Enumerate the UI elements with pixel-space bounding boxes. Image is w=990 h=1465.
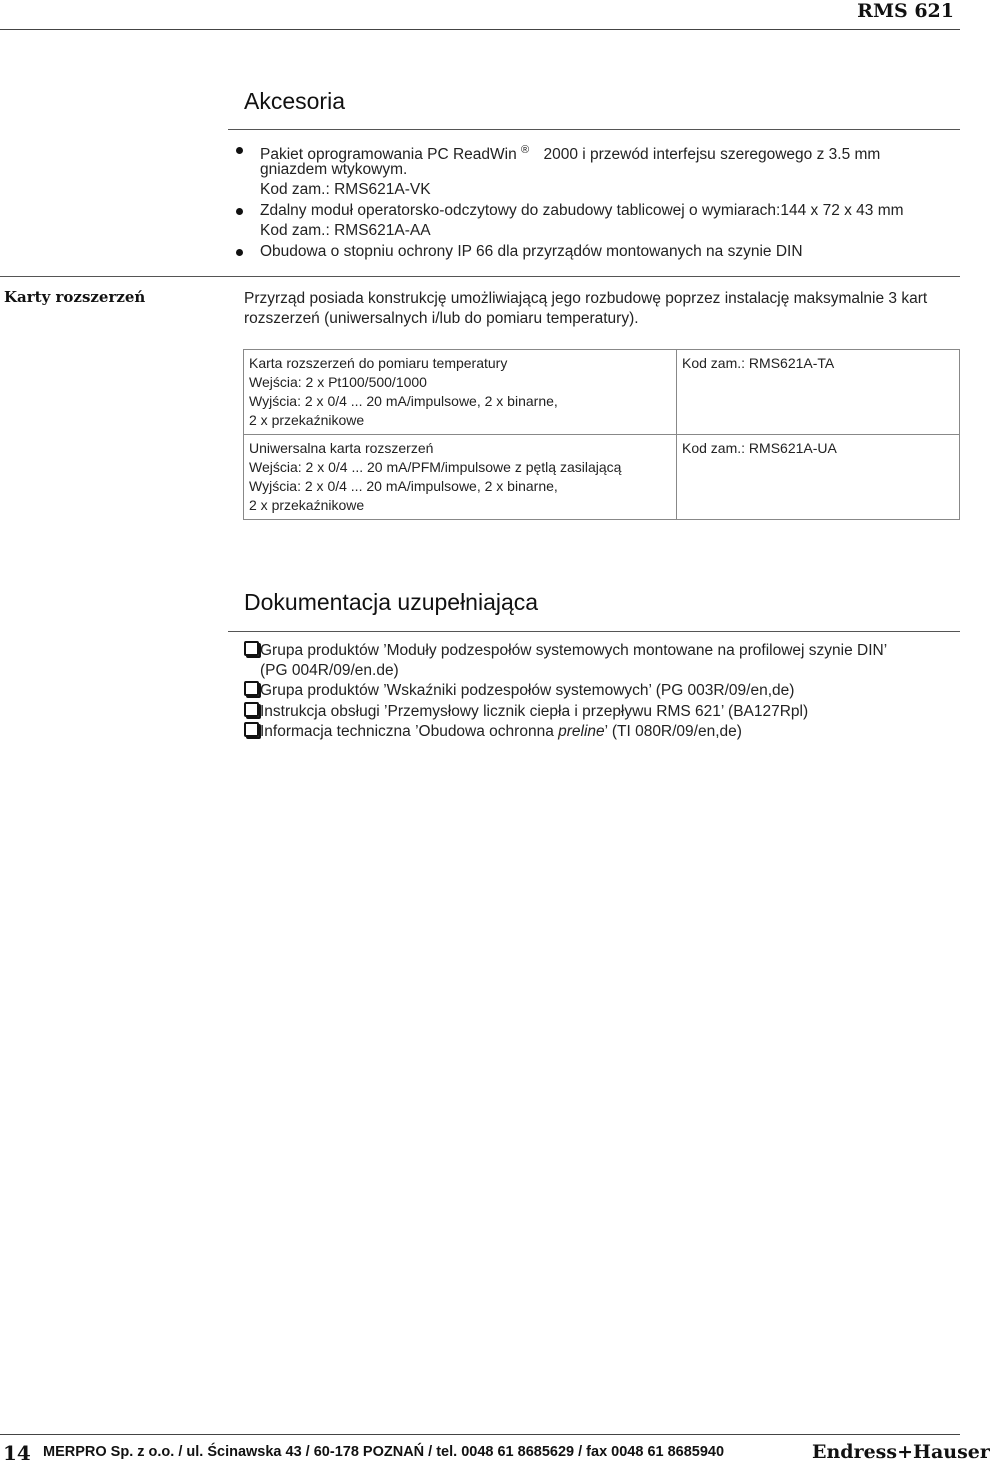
page-number: 14 <box>3 1441 31 1465</box>
checkbox-icon <box>244 722 259 737</box>
expansion-cards-table <box>243 349 960 520</box>
card-line: Uniwersalna karta rozszerzeń <box>249 440 434 456</box>
bullet-icon <box>236 208 243 215</box>
accessories-rule <box>228 129 960 130</box>
accessory-item-3: Obudowa o stopniu ochrony IP 66 dla przyrządów montowanych na szynie DIN <box>260 243 803 260</box>
documentation-item-4-em: preline <box>558 723 605 740</box>
documentation-item-4-post: ’ (TI 080R/09/en,de) <box>604 723 742 740</box>
card-line: Wejścia: 2 x 0/4 ... 20 mA/PFM/impulsowe z pętlą zasilającą <box>249 459 622 475</box>
accessory-item-2-code: Kod zam.: RMS621A-AA <box>260 222 431 239</box>
footer-rule <box>0 1434 960 1435</box>
accessory-item-1-text-end: 2000 i przewód interfejsu szeregowego z 3.5 mm <box>543 146 881 164</box>
card-line: Wyjścia: 2 x 0/4 ... 20 mA/impulsowe, 2 x binarne, <box>249 393 558 409</box>
expansion-cards-label: Karty rozszerzeń <box>4 288 146 306</box>
accessory-item-1-code: Kod zam.: RMS621A-VK <box>260 181 431 198</box>
documentation-item-3-text: Instrukcja obsługi ’Przemysłowy licznik ciepła i przepływu RMS 621’ (BA127Rpl) <box>260 703 809 720</box>
section-rule <box>0 276 960 277</box>
checkbox-icon <box>244 681 259 696</box>
documentation-item-4 <box>244 722 742 742</box>
registered-mark: ® <box>521 144 530 156</box>
checkbox-icon <box>244 702 259 717</box>
card-order-code: Kod zam.: RMS621A-TA <box>677 350 960 435</box>
card-line: 2 x przekaźnikowe <box>249 497 365 513</box>
accessory-item-1-text: Pakiet oprogramowania PC ReadWin <box>260 146 517 164</box>
documentation-item-1-text: Grupa produktów ’Moduły podzespołów systemowych montowane na profilowej szynie DIN’ <box>260 642 888 659</box>
documentation-item-1-line2: (PG 004R/09/en.de) <box>260 662 399 679</box>
card-description <box>244 350 677 435</box>
card-line: Wejścia: 2 x Pt100/500/1000 <box>249 374 427 390</box>
card-description <box>244 435 677 520</box>
accessory-item-2: Zdalny moduł operatorsko-odczytowy do zabudowy tablicowej o wymiarach:144 x 72 x 43 mm <box>260 202 904 219</box>
table-row <box>244 350 960 435</box>
documentation-item-2-text: Grupa produktów ’Wskaźniki podzespołów systemowych’ (PG 003R/09/en,de) <box>260 682 795 699</box>
accessory-item-1-line2: gniazdem wtykowym. <box>260 161 408 178</box>
documentation-rule <box>228 631 960 632</box>
brand-logo: Endress+Hauser <box>812 1441 990 1463</box>
documentation-item-4-pre: Informacja techniczna ’Obudowa ochronna <box>260 723 559 740</box>
footer-address: MERPRO Sp. z o.o. / ul. Ścinawska 43 / 60-178 POZNAŃ / tel. 0048 61 8685629 / fax 0048 61 8685940 <box>43 1444 725 1460</box>
card-order-code: Kod zam.: RMS621A-UA <box>677 435 960 520</box>
bullet-icon <box>236 147 243 154</box>
documentation-item-2 <box>244 681 794 701</box>
card-line: 2 x przekaźnikowe <box>249 412 365 428</box>
card-line: Karta rozszerzeń do pomiaru temperatury <box>249 355 508 371</box>
table-row <box>244 435 960 520</box>
accessories-title: Akcesoria <box>244 88 345 114</box>
bullet-icon <box>236 249 243 256</box>
documentation-item-3 <box>244 702 808 722</box>
checkbox-icon <box>244 641 259 656</box>
documentation-item-1 <box>244 641 887 661</box>
documentation-title: Dokumentacja uzupełniająca <box>244 589 539 615</box>
header-rule <box>0 29 960 30</box>
expansion-text-line2: rozszerzeń (uniwersalnych i/lub do pomiaru temperatury). <box>244 310 639 327</box>
expansion-text-line1: Przyrząd posiada konstrukcję umożliwiającą jego rozbudowę poprzez instalację maksymalnie 3 kart <box>244 290 928 307</box>
document-code: RMS 621 <box>857 0 954 22</box>
card-line: Wyjścia: 2 x 0/4 ... 20 mA/impulsowe, 2 x binarne, <box>249 478 558 494</box>
